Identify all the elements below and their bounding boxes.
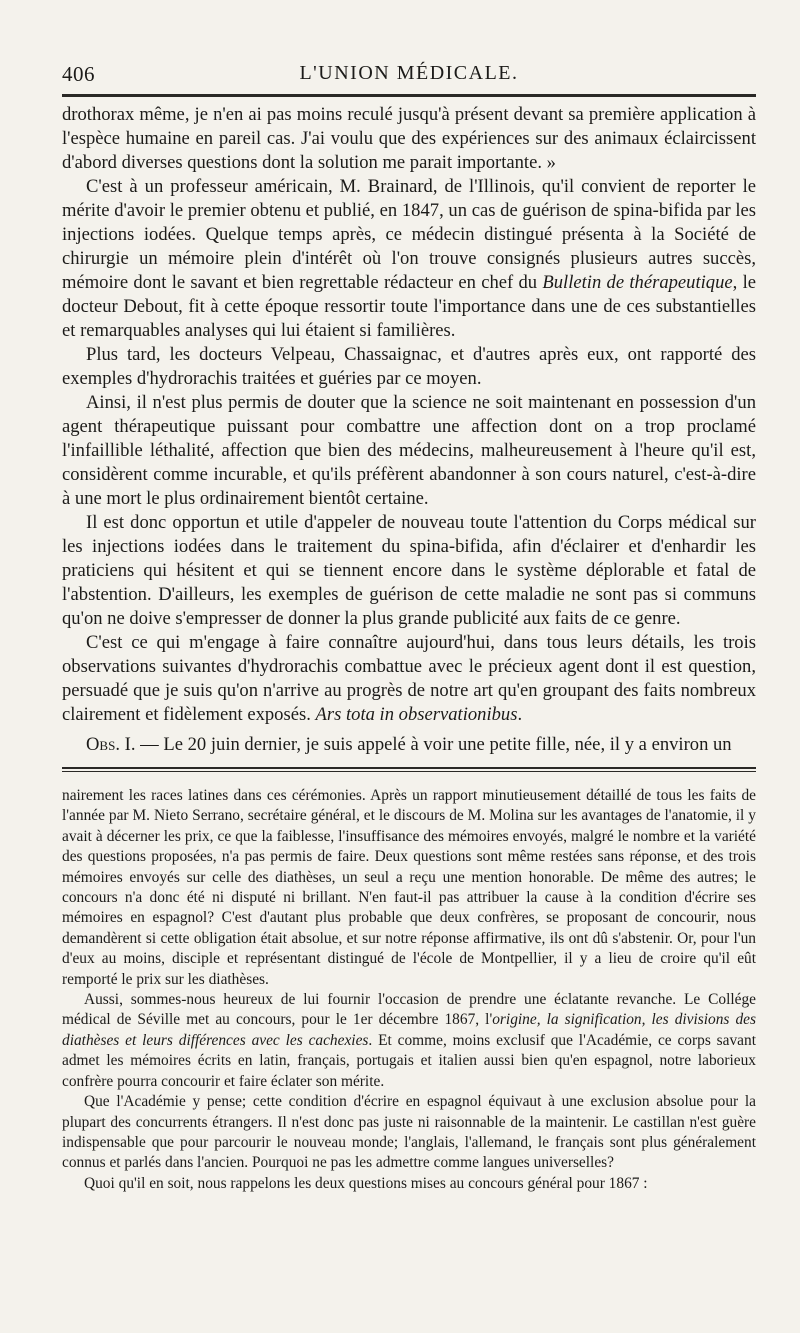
- paragraph-2-part-a: C'est à un professeur américain, M. Brainard, de l'Illinois, qu'il convient de reporter le mérite d'avoir le premier obtenu et publié, en 1847, un cas de guérison de spina-bifida par les injections iodées. Quelque temps après, ce médecin distingué présenta à la Société de chirurgie un mémoire plein d'intérêt où l'on trouve consignés plusieurs autres succès, mémoire dont le savant et bien regrettable rédacteur en chef du: [62, 176, 756, 293]
- running-title: L'UNION MÉDICALE.: [299, 62, 519, 84]
- journal-title: Bulletin de thérapeutique: [542, 272, 733, 293]
- main-text: [62, 103, 756, 757]
- paragraph-2-part-b: , le docteur Debout, fit à cette époque ressortir toute l'importance dans une de ces substantielles et remarquables analyses qui lui étaient si familières.: [62, 272, 757, 341]
- paragraph-3: Plus tard, les docteurs Velpeau, Chassaignac, et d'autres après eux, ont rapporté des exemples d'hydrorachis traitées et guéries par ce moyen.: [62, 344, 756, 389]
- latin-quote: Ars tota in observationibus: [315, 704, 518, 725]
- page-header: [62, 52, 756, 88]
- observation-label: Obs. I.: [86, 734, 136, 755]
- paragraph-6-part-b: .: [517, 704, 523, 725]
- observation-line: [62, 733, 756, 757]
- contest-topic: origine, la signification, les divisions des diathèses et leurs différences avec les cachexies: [62, 1011, 757, 1049]
- header-rule: [62, 94, 756, 97]
- note-paragraph-2-part-a: Aussi, sommes-nous heureux de lui fournir l'occasion de prendre une éclatante revanche. Le Collége médical de Séville met au concours, pour le 1er décembre 1867, l': [62, 991, 756, 1029]
- note-paragraph-2: [62, 990, 756, 1092]
- footnote-text: [62, 786, 756, 1194]
- paragraph-2: [62, 175, 756, 343]
- page-number: 406: [62, 62, 95, 86]
- note-paragraph-4: Quoi qu'il en soit, nous rappelons les deux questions mises au concours général pour 1867 :: [84, 1174, 648, 1192]
- note-paragraph-1: nairement les races latines dans ces cérémonies. Après un rapport minutieusement détaillé de tous les faits de l'année par M. Nieto Serrano, secrétaire général, et le discours de M. Molina sur les avantages de l'anatomie, il y avait à décerner les prix, ce que la faiblesse, l'insuffisance des mémoires envoyés, malgré le nombre et la variété des questions proposées, n'a pas permis de faire. Deux questions sont même restées sans réponse, et des trois mémoires envoyés sur celle des diathèses, un seul a reçu une mention honorable. De même des autres; le concours n'a donc été ni disputé ni brillant. N'en faut-il pas attribuer la cause à la condition d'écrire ses mémoires en espagnol? C'est d'autant plus probable que deux confrères, se proposant de concourir, nous demandèrent si cette obligation était absolue, et sur notre réponse affirmative, ils ont dû s'abstenir. Or, pour l'un d'eux au moins, disciple et représentant distingué de l'école de Montpellier, il y a lieu de croire qu'il eût remporté le prix sur les diathèses.: [62, 787, 756, 988]
- footnote-rule: [62, 767, 756, 769]
- paragraph-5: Il est donc opportun et utile d'appeler de nouveau toute l'attention du Corps médical sur les injections iodées dans le traitement du spina-bifida, afin d'éclairer et d'enhardir les praticiens qui hésitent et qui se tiennent encore dans le système déplorable et fatal de l'abstention. D'ailleurs, les exemples de guérison de cette maladie ne sont pas si communs qu'on ne doive s'empresser de donner la plus grande publicité aux faits de ce genre.: [62, 512, 756, 629]
- paragraph-6: [62, 631, 756, 727]
- footnote-rule-thin: [62, 771, 756, 772]
- note-paragraph-2-part-b: . Et comme, moins exclusif que l'Académie, ce corps savant admet les mémoires écrits en latin, français, portugais et italien aussi bien qu'en espagnol, notre laborieux confrère pourra concourir et faire éclater son mérite.: [62, 1031, 756, 1090]
- paragraph-4: Ainsi, il n'est plus permis de douter que la science ne soit maintenant en possession d'un agent thérapeutique puissant pour combattre une affection dont on a trop proclamé l'infaillible léthalité, affection que bien des médecins, malheureusement à l'heure qu'il est, considèrent comme incurable, et qu'ils préfèrent abandonner à son cours naturel, c'est-à-dire à une mort le plus ordinairement bientôt certaine.: [62, 392, 756, 509]
- note-paragraph-3: Que l'Académie y pense; cette condition d'écrire en espagnol équivaut à une exclusion absolue pour la plupart des concurrents étrangers. Il n'est donc pas juste ni raisonnable de la maintenir. Le castillan n'est guère indispensable que pour parcourir le nouveau monde; l'anglais, l'allemand, le français sont plus généralement connus et parlés dans l'ancien. Pourquoi ne pas les admettre comme langues universelles?: [62, 1093, 756, 1172]
- paragraph-6-part-a: C'est ce qui m'engage à faire connaître aujourd'hui, dans tous leurs détails, les trois observations suivantes d'hydrorachis combattue avec le précieux agent dont il est question, persuadé que je suis qu'on n'arrive au progrès de notre art qu'en groupant des faits nombreux clairement et fidèlement exposés.: [62, 632, 756, 725]
- observation-text: — Le 20 juin dernier, je suis appelé à voir une petite fille, née, il y a environ un: [135, 734, 732, 755]
- page: [62, 52, 756, 1322]
- paragraph-1: drothorax même, je n'en ai pas moins reculé jusqu'à présent devant sa première application à l'espèce humaine en pareil cas. J'ai voulu que des expériences sur des animaux éclaircissent d'abord diverses questions dont la solution me parait importante. »: [62, 104, 756, 173]
